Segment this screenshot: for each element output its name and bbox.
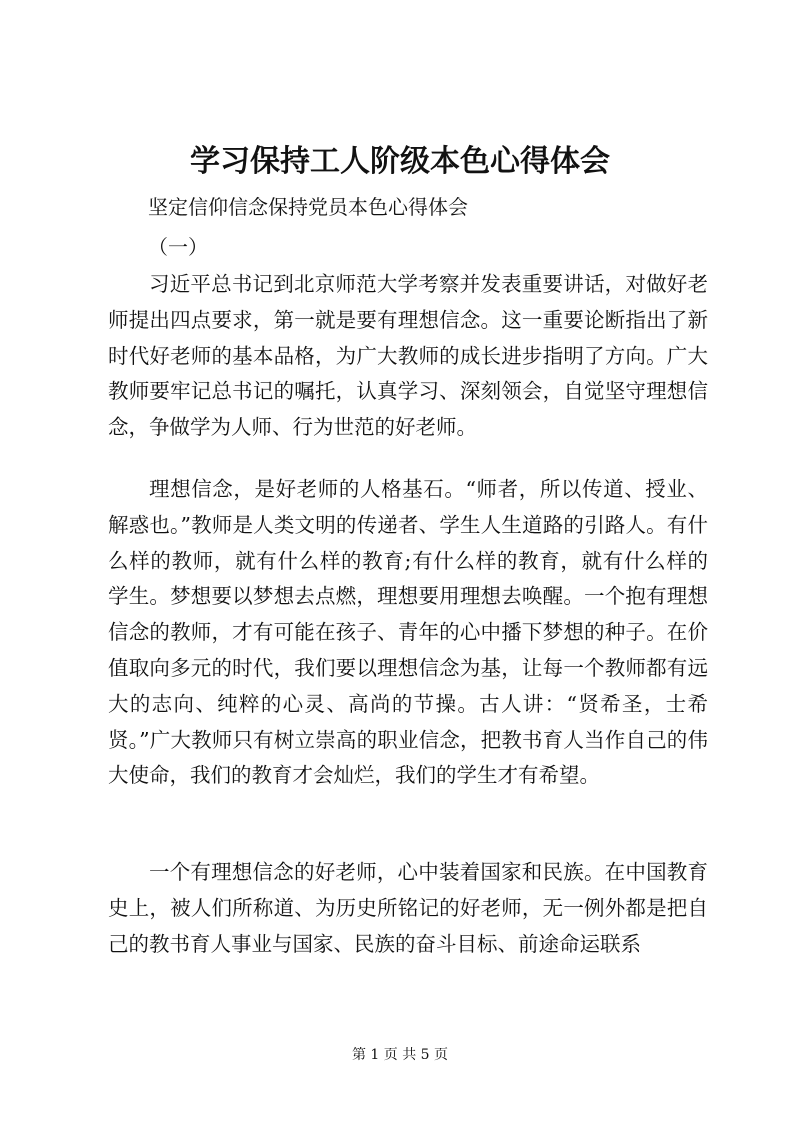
body-paragraph: 一个有理想信念的好老师，心中装着国家和民族。在中国教育史上，被人们所称道、为历史所铭记的好老师，无一例外都是把自己的教书育人事业与国家、民族的奋斗目标、前途命运联系 xyxy=(108,860,708,956)
body-paragraph: 习近平总书记到北京师范大学考察并发表重要讲话，对做好老师提出四点要求，第一就是要有理想信念。这一重要论断指出了新时代好老师的基本品格，为广大教师的成长进步指明了方向。广大教师要牢记总书记的嘱托，认真学习、深刻领会，自觉坚守理想信念，争做学为人师、行为世范的好老师。 xyxy=(108,272,708,440)
page-footer: 第 1 页 共 5 页 xyxy=(351,1047,449,1063)
section-number: （一） xyxy=(148,235,208,259)
document-subtitle: 坚定信仰信念保持党员本色心得体会 xyxy=(148,195,468,219)
document-title: 学习保持工人阶级本色心得体会 xyxy=(190,144,610,179)
body-paragraph: 理想信念，是好老师的人格基石。“师者，所以传道、授业、解惑也。”教师是人类文明的传递者、学生人生道路的引路人。有什么样的教师，就有什么样的教育;有什么样的教育，就有什么样的学生。梦想要以梦想去点燃，理想要用理想去唤醒。一个抱有理想信念的教师，才有可能在孩子、青年的心中播下梦想的种子。在价值取向多元的时代，我们要以理想信念为基，让每一个教师都有远大的志向、纯粹的心灵、高尚的节操。古人讲：“贤希圣，士希贤。”广大教师只有树立崇高的职业信念，把教书育人当作自己的伟大使命，我们的教育才会灿烂，我们的学生才有希望。 xyxy=(108,477,708,788)
